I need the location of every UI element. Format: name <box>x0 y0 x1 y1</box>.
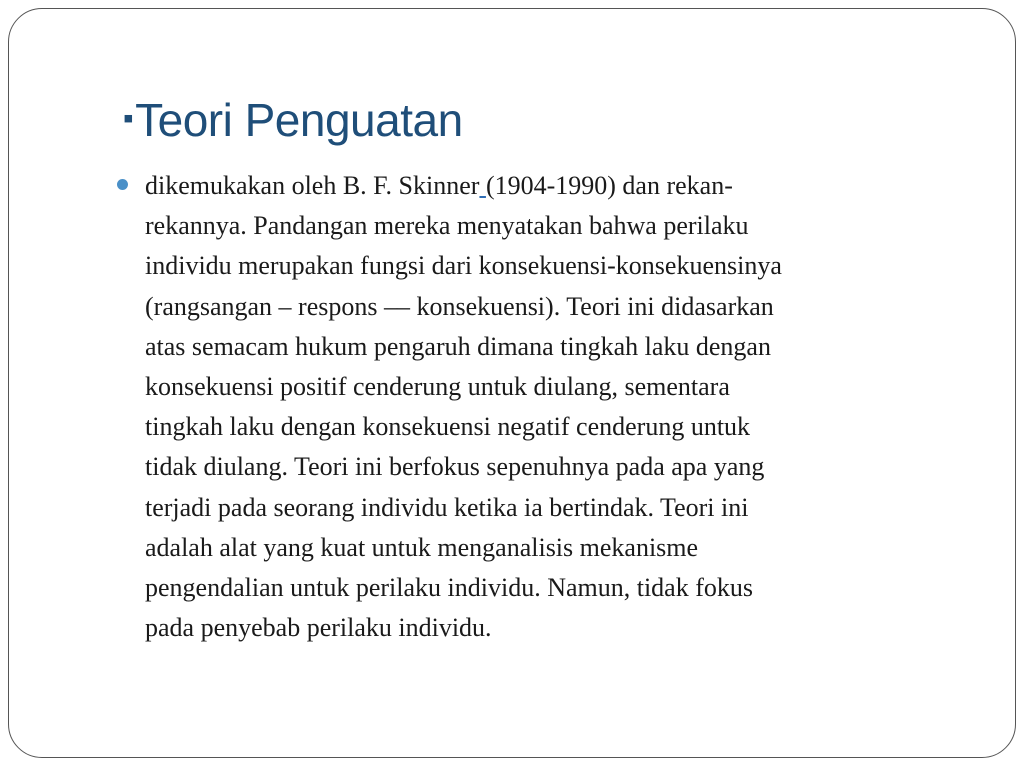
paragraph-line: tidak diulang. Teori ini berfokus sepenuhnya pada apa yang <box>145 452 765 482</box>
slide-title-text: Teori Penguatan <box>135 94 463 146</box>
paragraph-line: terjadi pada seorang individu ketika ia bertindak. Teori ini <box>145 492 749 522</box>
paragraph-line: rekannya. Pandangan mereka menyatakan bahwa perilaku <box>145 211 749 241</box>
paragraph-line: adalah alat yang kuat untuk menganalisis mekanisme <box>145 532 699 562</box>
paragraph-line: individu merupakan fungsi dari konsekuensi-konsekuensinya <box>145 251 782 281</box>
slide-title <box>123 93 463 148</box>
paragraph-line: (rangsangan – respons –– konsekuensi). Teori ini didasarkan <box>145 291 774 321</box>
paragraph-line: pengendalian untuk perilaku individu. Namun, tidak fokus <box>145 573 753 603</box>
paragraph-line: pada penyebab perilaku individu. <box>145 613 492 643</box>
paragraph-line: atas semacam hukum pengaruh dimana tingkah laku dengan <box>145 331 771 361</box>
line1-pre-text: dikemukakan oleh B. F. Skinner <box>145 171 480 200</box>
line1-post-text: (1904-1990) dan rekan- <box>485 171 733 200</box>
body-paragraph <box>145 166 975 648</box>
paragraph-line: konsekuensi positif cenderung untuk diulang, sementara <box>145 372 730 402</box>
paragraph-line: tingkah laku dengan konsekuensi negatif cenderung untuk <box>145 412 751 442</box>
paragraph-line-1 <box>145 166 975 206</box>
square-bullet-icon: ▪ <box>123 102 134 135</box>
round-bullet-icon <box>117 179 128 190</box>
